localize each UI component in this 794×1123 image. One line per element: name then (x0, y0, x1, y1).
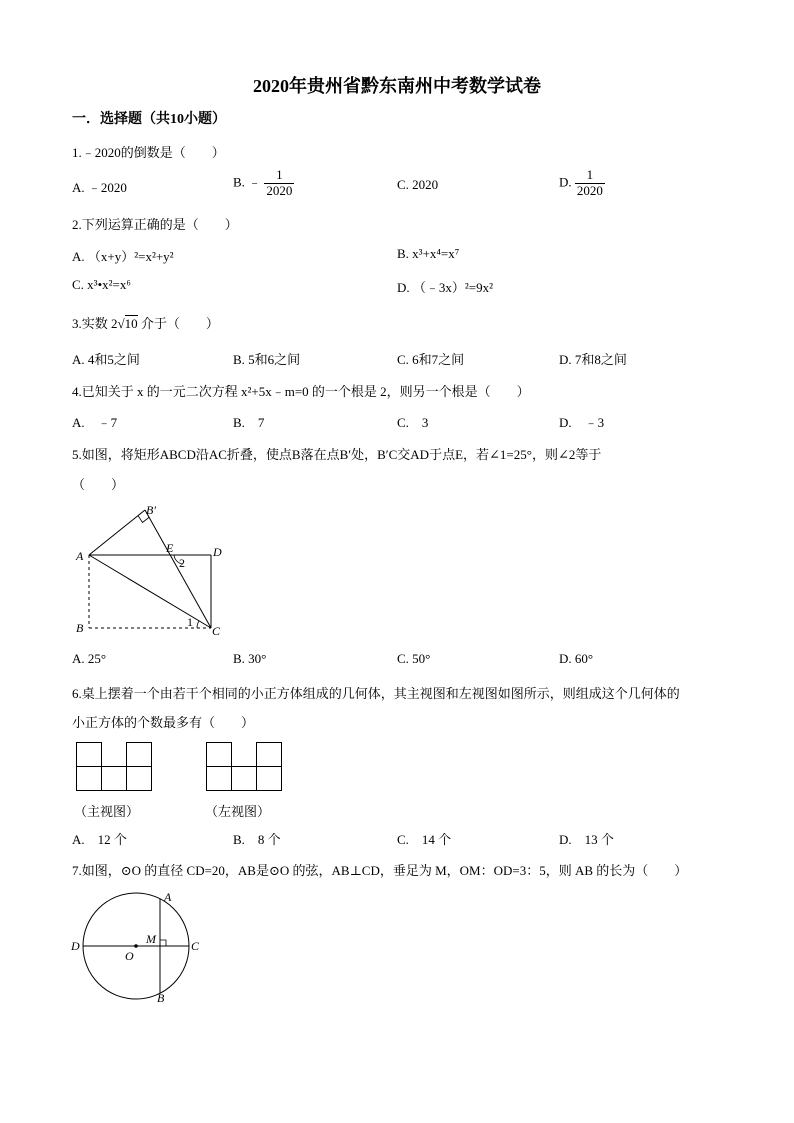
front-view-cell (127, 767, 152, 791)
q5-figure (70, 498, 240, 640)
front-view-cell (102, 767, 127, 791)
label-a: A (164, 890, 172, 904)
q1-option-c: C. 2020 (397, 177, 439, 192)
q1-option-d-denominator: 2020 (576, 182, 603, 198)
q2-option-b: B. x³+x⁴=x⁷ (397, 246, 460, 261)
label-b-prime: B′ (146, 503, 156, 517)
front-view-figure (76, 742, 152, 792)
sqrt-sign-icon: √ (117, 316, 125, 331)
label-d: D (213, 545, 222, 559)
front-view-caption: （主视图） (74, 804, 140, 819)
left-view-cell (207, 767, 232, 791)
left-view-figure (206, 742, 282, 792)
q1-option-a: A. ﹣2020 (72, 180, 127, 195)
q3-stem-prefix: 3.实数 2 (72, 316, 118, 331)
q3-option-b: B. 5和6之间 (233, 352, 301, 367)
q6-stem-line1: 6.桌上摆着一个由若干个相同的小正方体组成的几何体，其主视图和左视图如图所示，则组成这个几何体的 (72, 686, 680, 701)
q1-option-d-numerator: 1 (575, 168, 605, 184)
label-e: E (166, 541, 174, 555)
left-view-cell (232, 767, 257, 791)
q3-option-a: A. 4和5之间 (72, 352, 140, 367)
q1-option-b-denominator: 2020 (266, 182, 293, 198)
q5-option-a: A. 25° (72, 651, 107, 666)
q6-option-a: A. 12 个 (72, 832, 127, 847)
q5-stem-line1: 5.如图，将矩形ABCD沿AC折叠，使点B落在点B′处，B′C交AD于点E，若∠1=25°，则∠2等于 (72, 447, 602, 462)
center-dot-icon (134, 944, 138, 948)
q2-option-d: D. （﹣3x）²=9x² (397, 280, 494, 295)
q7-figure (68, 884, 210, 1006)
q1-option-b-prefix: B. ﹣ (233, 174, 262, 190)
label-m: M (146, 932, 156, 946)
label-c: C (212, 624, 221, 638)
q3-stem-suffix: 介于（ ） (137, 316, 219, 331)
q1-option-d (559, 168, 605, 199)
q1-option-b (233, 168, 294, 199)
q4-option-a: A. ﹣7 (72, 415, 118, 430)
q1-option-b-numerator: 1 (264, 168, 294, 184)
q6-option-d: D. 13 个 (559, 832, 614, 847)
q5-stem-line2: （ ） (72, 477, 125, 492)
q2-option-a: A. （x+y）²=x²+y² (72, 249, 174, 264)
q4-stem: 4.已知关于 x 的一元二次方程 x²+5x﹣m=0 的一个根是 2，则另一个根是（ ） (72, 384, 530, 399)
q3-option-c: C. 6和7之间 (397, 352, 465, 367)
q3-radicand: 10 (124, 316, 138, 331)
q5-option-c: C. 50° (397, 651, 431, 666)
q3-option-d: D. 7和8之间 (559, 352, 627, 367)
q4-option-b: B. 7 (233, 415, 265, 430)
right-angle-mark-icon (160, 940, 166, 946)
angle-1-arc-icon (197, 621, 199, 628)
q6-option-b: B. 8 个 (233, 832, 281, 847)
front-view-cell (77, 767, 102, 791)
q2-stem: 2.下列运算正确的是（ ） (72, 217, 238, 232)
q1-option-d-fraction (575, 168, 605, 199)
q4-option-c: C. 3 (397, 415, 429, 430)
left-view-caption: （左视图） (205, 804, 271, 819)
label-d: D (71, 939, 80, 953)
q6-option-c: C. 14 个 (397, 832, 452, 847)
q6-stem-line2: 小正方体的个数最多有（ ） (72, 715, 255, 730)
left-view-cell (207, 743, 232, 767)
q5-option-d: D. 60° (559, 651, 594, 666)
q3-stem (72, 313, 219, 332)
q2-option-c: C. x³•x²=x⁶ (72, 277, 131, 292)
q1-option-b-fraction (264, 168, 294, 199)
label-angle-2: 2 (179, 556, 185, 570)
front-view-cell (127, 743, 152, 767)
label-c: C (191, 939, 200, 953)
left-view-cell (257, 767, 282, 791)
q1-option-d-prefix: D. (559, 174, 575, 190)
label-o: O (125, 949, 134, 963)
segment-ab-prime (89, 510, 145, 555)
q5-option-b: B. 30° (233, 651, 267, 666)
front-view-cell (77, 743, 102, 767)
label-a: A (76, 549, 84, 563)
segment-b-prime-c (145, 510, 211, 628)
page-title: 2020年贵州省黔东南州中考数学试卷 (253, 76, 541, 96)
label-b: B (157, 991, 165, 1005)
label-b: B (76, 621, 84, 635)
q7-stem: 7.如图，⊙O 的直径 CD=20，AB是⊙O 的弦，AB⊥CD，垂足为 M，OM：OD=3：5，则 AB 的长为（ ） (72, 863, 688, 878)
label-angle-1: 1 (187, 615, 193, 629)
q4-option-d: D. ﹣3 (559, 415, 605, 430)
q1-stem: 1.﹣2020的倒数是（ ） (72, 145, 225, 160)
left-view-cell (257, 743, 282, 767)
section-heading: 一．选择题（共10小题） (72, 112, 226, 127)
